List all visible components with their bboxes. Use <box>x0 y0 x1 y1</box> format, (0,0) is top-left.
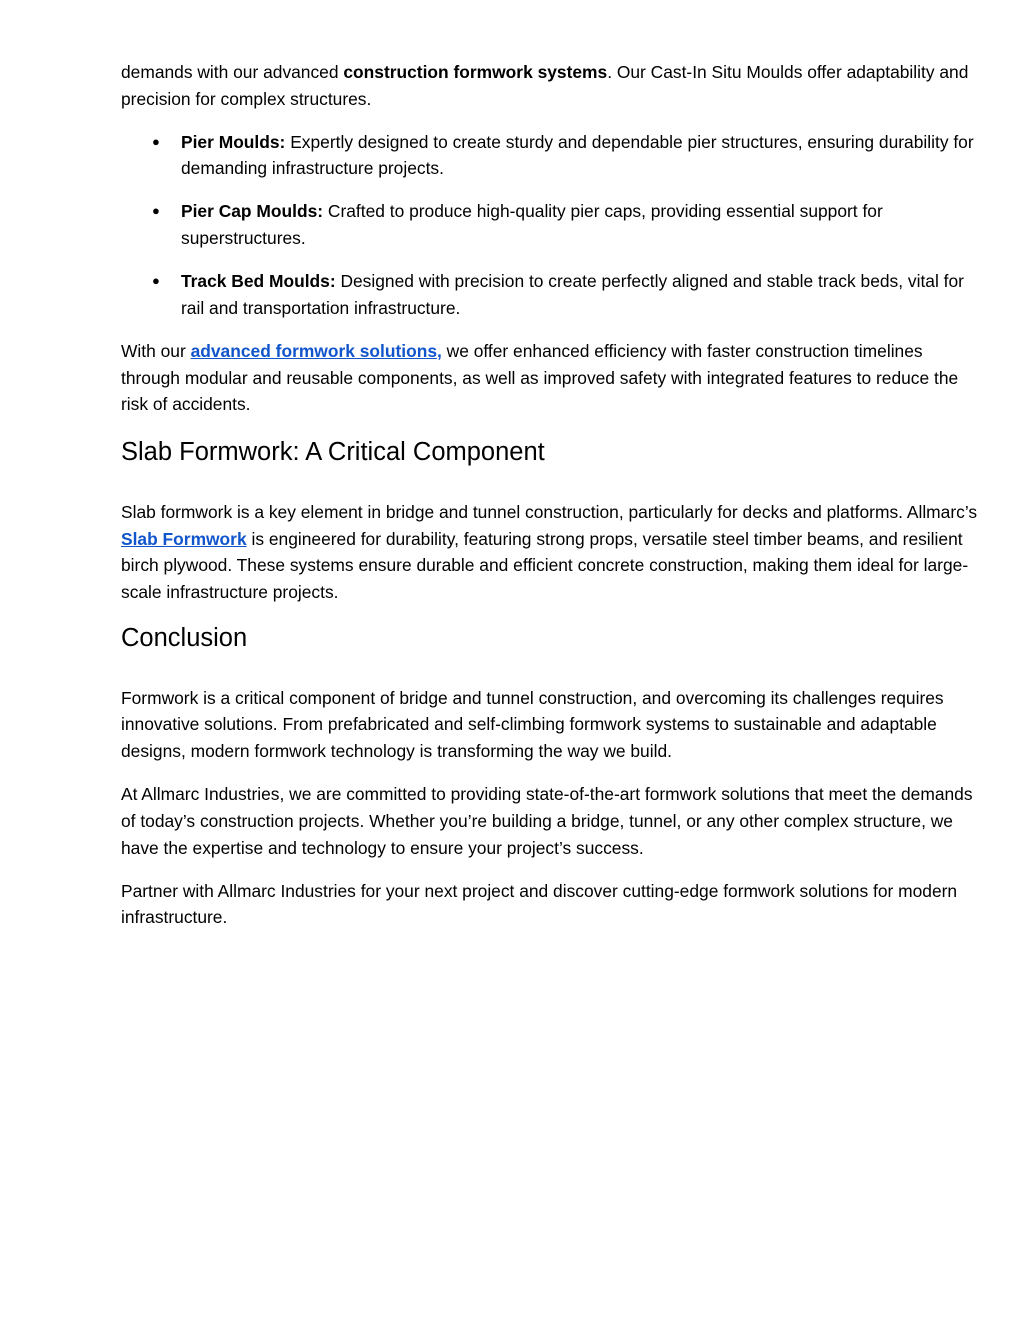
intro-text-start: demands with our advanced <box>121 62 344 82</box>
slab-text-end: is engineered for durability, featuring strong props, versatile steel timber beams, and resilient birch plywood. These systems ensure durable and efficient concrete construction, making them ideal for large-scale infrastructure projects. <box>121 528 969 603</box>
bullet-text: Expertly designed to create sturdy and dependable pier structures, ensuring durability for demanding infrastructure projects. <box>181 131 974 179</box>
slab-paragraph <box>121 499 981 606</box>
bullet-term: Pier Cap Moulds: <box>181 201 324 222</box>
list-item <box>121 198 981 251</box>
solutions-text-end: we offer enhanced efficiency with faster construction timelines through modular and reusable components, as well as improved safety with integrated features to reduce the risk of accidents. <box>121 340 959 415</box>
bullet-term: Pier Moulds: <box>181 131 286 152</box>
advanced-formwork-solutions-link[interactable]: advanced formwork solutions, <box>190 340 442 361</box>
intro-bold-phrase: construction formwork systems <box>343 62 608 82</box>
bullet-icon: ● <box>152 203 160 219</box>
slab-formwork-heading: Slab Formwork: A Critical Component <box>121 437 545 466</box>
conclusion-heading: Conclusion <box>121 623 248 652</box>
bullet-term: Track Bed Moulds: <box>181 271 336 292</box>
moulds-bullet-list <box>121 129 981 322</box>
intro-text-end: . Our Cast-In Situ Moulds offer adaptability and precision for complex structures. <box>121 62 969 109</box>
conclusion-paragraph-3: Partner with Allmarc Industries for your next project and discover cutting-edge formwork solutions for modern infrastructure. <box>121 880 958 928</box>
bullet-icon: ● <box>152 273 160 289</box>
conclusion-paragraph-2: At Allmarc Industries, we are committed to providing state-of-the-art formwork solutions that meet the demands of today’s construction projects. Whether you’re building a bridge, tunnel, or any other complex structure, we have the expertise and technology to ensure your project’s success. <box>121 784 973 858</box>
bullet-icon: ● <box>152 133 160 149</box>
bullet-text: Designed with precision to create perfectly aligned and stable track beds, vital for rail and transportation infrastructure. <box>181 271 964 318</box>
list-item <box>121 129 981 182</box>
bullet-text: Crafted to produce high-quality pier caps, providing essential support for superstructures. <box>181 201 883 249</box>
solutions-text-start: With our <box>121 340 191 361</box>
slab-text-start: Slab formwork is a key element in bridge and tunnel construction, particularly for decks and platforms. Allmarc’s <box>121 501 978 522</box>
intro-paragraph <box>121 59 981 112</box>
list-item <box>121 268 981 321</box>
conclusion-paragraph-1: Formwork is a critical component of bridge and tunnel construction, and overcoming its challenges requires innovative solutions. From prefabricated and self-climbing formwork systems to sustainable and adaptable designs, modern formwork technology is transforming the way we build. <box>121 687 944 762</box>
slab-formwork-link[interactable]: Slab Formwork <box>121 528 247 549</box>
solutions-paragraph <box>121 338 981 418</box>
document-page <box>121 59 981 947</box>
